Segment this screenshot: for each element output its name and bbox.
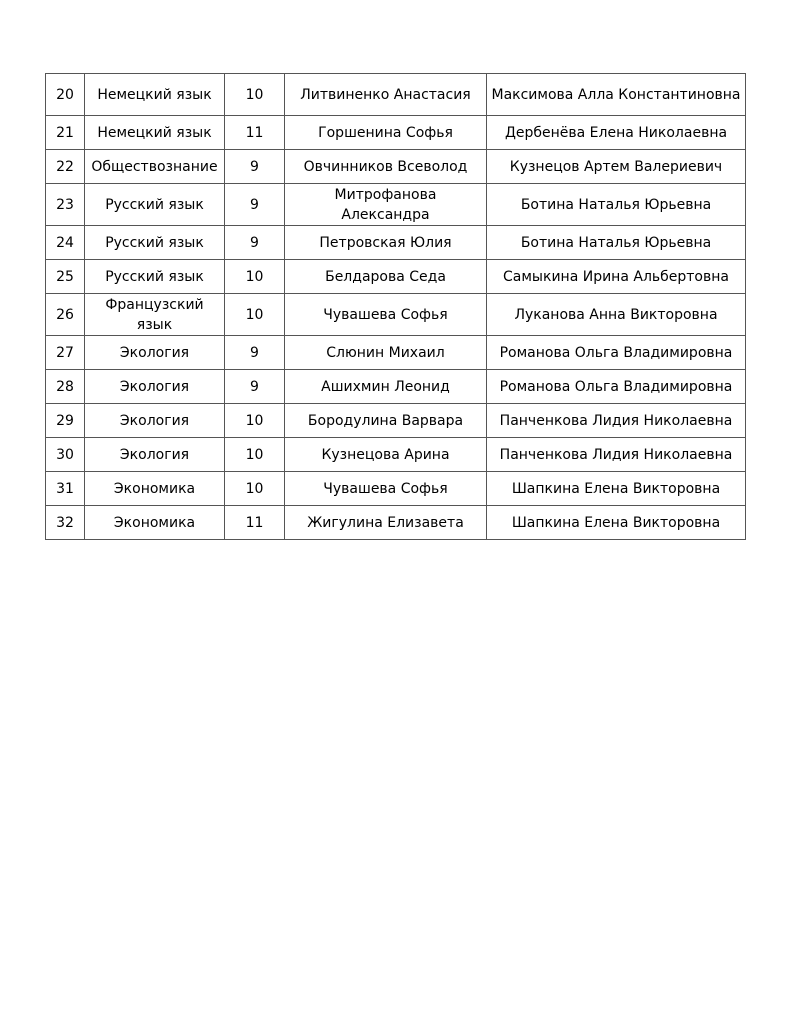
cell-number: 26 xyxy=(46,294,85,336)
cell-number: 28 xyxy=(46,370,85,404)
cell-number: 29 xyxy=(46,404,85,438)
cell-grade: 10 xyxy=(225,472,285,506)
table-row xyxy=(46,438,746,472)
cell-grade: 10 xyxy=(225,404,285,438)
cell-student: Горшенина Софья xyxy=(285,116,487,150)
cell-student: Ашихмин Леонид xyxy=(285,370,487,404)
cell-subject: Русский язык xyxy=(85,184,225,226)
cell-subject: Обществознание xyxy=(85,150,225,184)
cell-grade: 10 xyxy=(225,438,285,472)
cell-number: 31 xyxy=(46,472,85,506)
cell-student: Жигулина Елизавета xyxy=(285,506,487,540)
cell-student: Митрофанова Александра xyxy=(285,184,487,226)
cell-grade: 9 xyxy=(225,226,285,260)
table-row xyxy=(46,74,746,116)
cell-subject: Русский язык xyxy=(85,260,225,294)
cell-subject: Экология xyxy=(85,336,225,370)
table-row xyxy=(46,116,746,150)
results-table xyxy=(45,73,746,540)
cell-number: 23 xyxy=(46,184,85,226)
table-row xyxy=(46,150,746,184)
cell-teacher: Шапкина Елена Викторовна xyxy=(487,506,746,540)
cell-student: Белдарова Седа xyxy=(285,260,487,294)
cell-grade: 10 xyxy=(225,74,285,116)
cell-grade: 9 xyxy=(225,370,285,404)
cell-subject: Экология xyxy=(85,370,225,404)
cell-student: Овчинников Всеволод xyxy=(285,150,487,184)
cell-teacher: Ботина Наталья Юрьевна xyxy=(487,184,746,226)
cell-grade: 11 xyxy=(225,116,285,150)
cell-student: Бородулина Варвара xyxy=(285,404,487,438)
cell-subject: Экология xyxy=(85,404,225,438)
cell-number: 21 xyxy=(46,116,85,150)
table-row xyxy=(46,336,746,370)
cell-grade: 9 xyxy=(225,150,285,184)
cell-subject: Экология xyxy=(85,438,225,472)
cell-subject: Русский язык xyxy=(85,226,225,260)
cell-subject: Немецкий язык xyxy=(85,74,225,116)
table-row xyxy=(46,404,746,438)
cell-student: Чувашева Софья xyxy=(285,472,487,506)
table-row xyxy=(46,260,746,294)
cell-teacher: Панченкова Лидия Николаевна xyxy=(487,438,746,472)
cell-teacher: Ботина Наталья Юрьевна xyxy=(487,226,746,260)
cell-grade: 11 xyxy=(225,506,285,540)
table-row xyxy=(46,472,746,506)
cell-teacher: Романова Ольга Владимировна xyxy=(487,336,746,370)
cell-grade: 10 xyxy=(225,294,285,336)
cell-number: 25 xyxy=(46,260,85,294)
cell-subject: Экономика xyxy=(85,472,225,506)
table-body xyxy=(46,74,746,540)
cell-grade: 10 xyxy=(225,260,285,294)
table-row xyxy=(46,294,746,336)
cell-subject: Немецкий язык xyxy=(85,116,225,150)
cell-subject: Экономика xyxy=(85,506,225,540)
cell-teacher: Шапкина Елена Викторовна xyxy=(487,472,746,506)
cell-grade: 9 xyxy=(225,184,285,226)
cell-teacher: Луканова Анна Викторовна xyxy=(487,294,746,336)
cell-teacher: Панченкова Лидия Николаевна xyxy=(487,404,746,438)
cell-teacher: Кузнецов Артем Валериевич xyxy=(487,150,746,184)
cell-student: Слюнин Михаил xyxy=(285,336,487,370)
cell-number: 32 xyxy=(46,506,85,540)
cell-number: 20 xyxy=(46,74,85,116)
cell-number: 30 xyxy=(46,438,85,472)
cell-subject: Французский язык xyxy=(85,294,225,336)
cell-grade: 9 xyxy=(225,336,285,370)
cell-number: 27 xyxy=(46,336,85,370)
cell-teacher: Романова Ольга Владимировна xyxy=(487,370,746,404)
cell-student: Кузнецова Арина xyxy=(285,438,487,472)
table-row xyxy=(46,226,746,260)
cell-student: Петровская Юлия xyxy=(285,226,487,260)
cell-teacher: Максимова Алла Константиновна xyxy=(487,74,746,116)
table-row xyxy=(46,184,746,226)
cell-teacher: Самыкина Ирина Альбертовна xyxy=(487,260,746,294)
cell-teacher: Дербенёва Елена Николаевна xyxy=(487,116,746,150)
cell-student: Чувашева Софья xyxy=(285,294,487,336)
cell-number: 22 xyxy=(46,150,85,184)
table-row xyxy=(46,370,746,404)
table-row xyxy=(46,506,746,540)
cell-number: 24 xyxy=(46,226,85,260)
cell-student: Литвиненко Анастасия xyxy=(285,74,487,116)
